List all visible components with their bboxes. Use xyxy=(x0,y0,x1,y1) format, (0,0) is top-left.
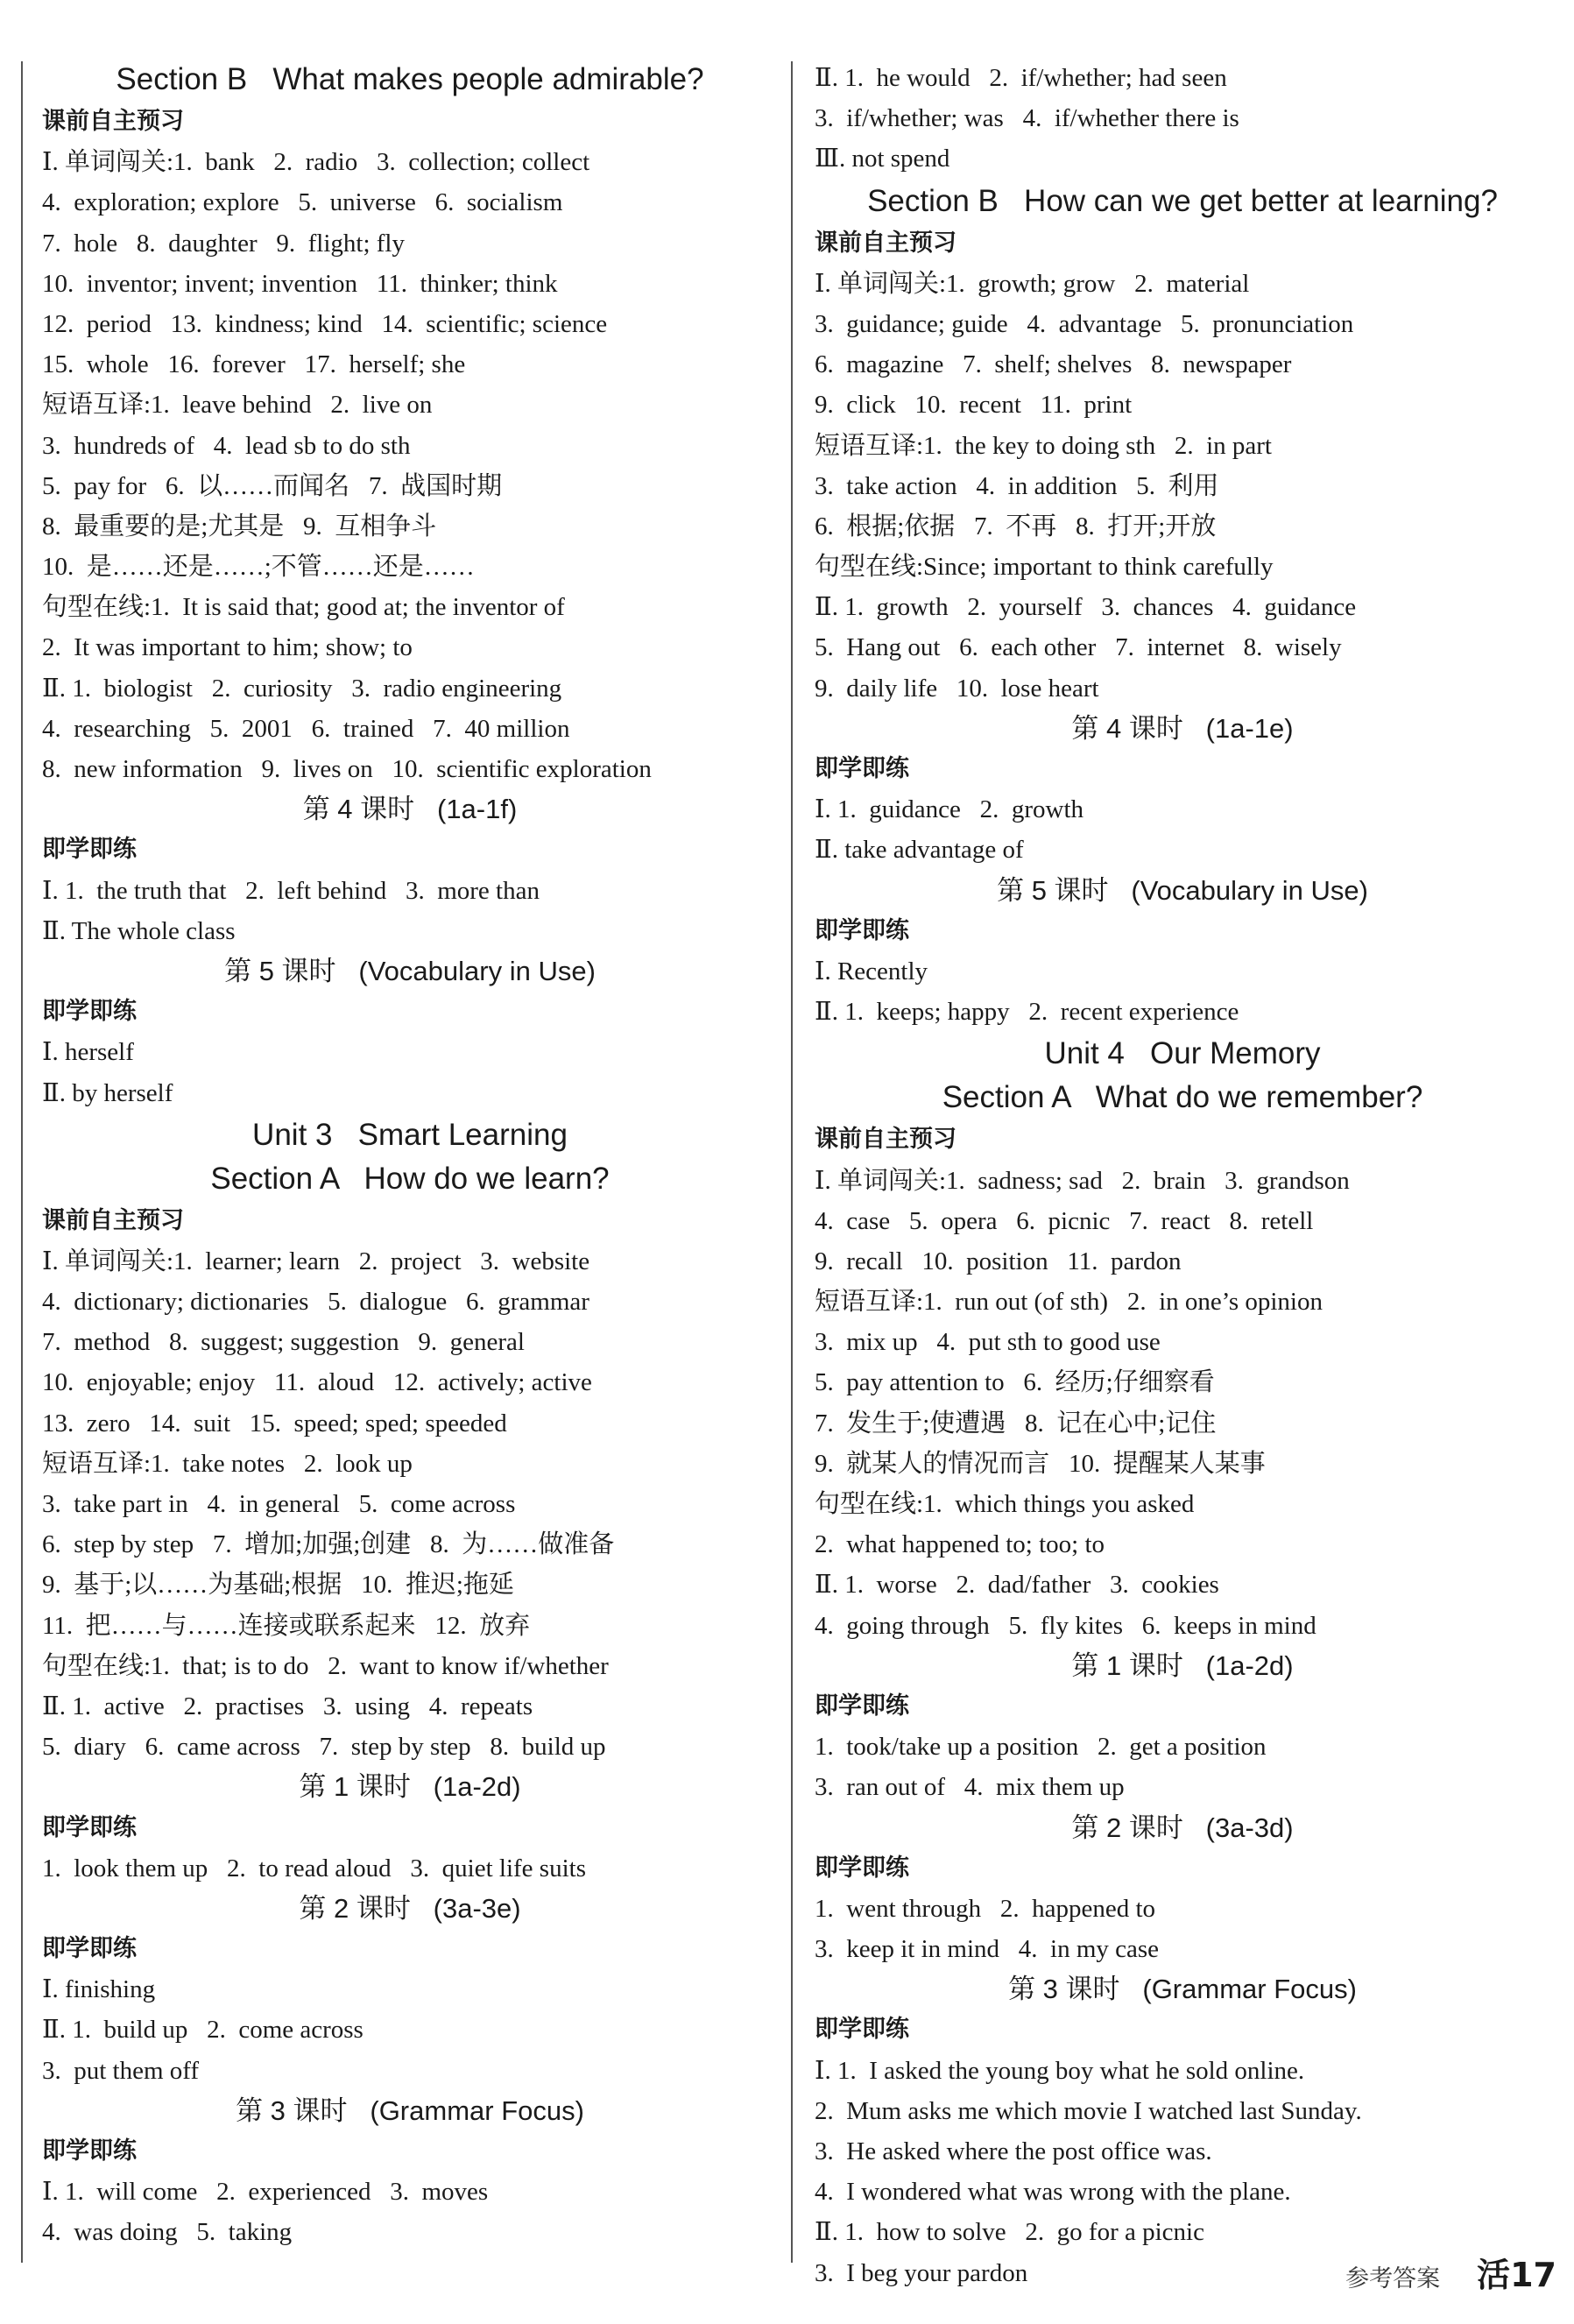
answer-line: Ⅰ. 单词闯关:1. sadness; sad 2. brain 3. grandson xyxy=(815,1166,1350,1195)
answer-line: 4. dictionary; dictionaries 5. dialogue 6. grammar xyxy=(42,1288,589,1317)
exercise-label: 即学即练 xyxy=(815,1854,909,1882)
section-heading: Unit 4 Our Memory xyxy=(1044,1036,1321,1071)
answer-line: Ⅰ. 1. will come 2. experienced 3. moves xyxy=(42,2178,489,2207)
answer-line: Ⅱ. 1. biologist 2. curiosity 3. radio engineering xyxy=(42,674,562,703)
answer-line: 3. hundreds of 4. lead sb to do sth xyxy=(42,431,411,460)
answer-line: Ⅰ. 单词闯关:1. bank 2. radio 3. collection; collect xyxy=(42,148,590,177)
exercise-label: 即学即练 xyxy=(42,1813,137,1841)
answer-line: 9. daily life 10. lose heart xyxy=(815,674,1099,703)
exercise-label: 课前自主预习 xyxy=(42,1206,184,1234)
exercise-label: 课前自主预习 xyxy=(42,108,184,135)
exercise-label: 即学即练 xyxy=(815,2016,909,2044)
exercise-label: 即学即练 xyxy=(815,916,909,944)
answer-line: Ⅱ. 1. keeps; happy 2. recent experience xyxy=(815,998,1239,1027)
answer-line: 3. He asked where the post office was. xyxy=(815,2137,1212,2165)
answer-line: 13. zero 14. suit 15. speed; sped; speeded xyxy=(42,1409,507,1437)
answer-line: Ⅰ. 1. the truth that 2. left behind 3. more than xyxy=(42,876,540,905)
answer-line: 3. keep it in mind 4. in my case xyxy=(815,1935,1160,1964)
lesson-heading: 第 4 课时 (1a-1e) xyxy=(1071,712,1294,744)
answer-line: Ⅰ. herself xyxy=(42,1038,134,1067)
lesson-heading: 第 1 课时 (1a-2d) xyxy=(299,1771,521,1803)
lesson-heading: 第 3 课时 (Grammar Focus) xyxy=(1008,1974,1357,2005)
answer-line: 1. look them up 2. to read aloud 3. quiet life suits xyxy=(42,1854,586,1883)
answer-line: 3. guidance; guide 4. advantage 5. pronunciation xyxy=(815,309,1354,338)
exercise-label: 即学即练 xyxy=(42,1935,137,1963)
answer-line: 11. 把……与……连接或联系起来 12. 放弃 xyxy=(42,1611,531,1640)
left-margin-rule xyxy=(21,61,23,2263)
answer-line: 6. step by step 7. 增加;加强;创建 8. 为……做准备 xyxy=(42,1530,615,1559)
answer-line: 3. I beg your pardon xyxy=(815,2258,1028,2287)
answer-line: 4. going through 5. fly kites 6. keeps in mind xyxy=(815,1611,1316,1640)
answer-line: Ⅰ. 1. guidance 2. growth xyxy=(815,795,1084,824)
page-number: 活17 xyxy=(1477,2256,1556,2294)
answer-line: 句型在线:1. It is said that; good at; the inventor of xyxy=(42,593,565,622)
answer-line: 短语互译:1. take notes 2. look up xyxy=(42,1449,413,1478)
answer-line: 1. went through 2. happened to xyxy=(815,1894,1156,1923)
page-footer xyxy=(1345,2248,1556,2296)
answer-line: 短语互译:1. leave behind 2. live on xyxy=(42,391,433,420)
answer-line: 10. enjoyable; enjoy 11. aloud 12. actively; active xyxy=(42,1368,592,1397)
lesson-heading: 第 2 课时 (3a-3d) xyxy=(1071,1812,1294,1843)
answer-line: 10. 是……还是……;不管……还是…… xyxy=(42,553,475,582)
answer-line: 2. Mum asks me which movie I watched last Sunday. xyxy=(815,2096,1362,2125)
answer-line: Ⅱ. 1. he would 2. if/whether; had seen xyxy=(815,64,1227,92)
answer-line: 5. pay for 6. 以……而闻名 7. 战国时期 xyxy=(42,471,503,500)
answer-line: 3. if/whether; was 4. if/whether there is xyxy=(815,104,1239,133)
answer-line: 15. whole 16. forever 17. herself; she xyxy=(42,350,466,379)
section-heading: Section A What do we remember? xyxy=(942,1080,1423,1115)
answer-line: 7. hole 8. daughter 9. flight; fly xyxy=(42,229,405,258)
exercise-label: 课前自主预习 xyxy=(815,229,956,257)
exercise-label: 即学即练 xyxy=(42,998,137,1026)
answer-line: 5. diary 6. came across 7. step by step 8. build up xyxy=(42,1733,606,1762)
answer-line: Ⅱ. 1. growth 2. yourself 3. chances 4. guidance xyxy=(815,593,1357,622)
answer-line: Ⅲ. not spend xyxy=(815,145,950,173)
section-heading: Section B What makes people admirable? xyxy=(116,62,704,96)
answer-line: 3. take action 4. in addition 5. 利用 xyxy=(815,471,1219,500)
section-heading: Section B How can we get better at learning? xyxy=(867,183,1498,218)
section-heading: Unit 3 Smart Learning xyxy=(252,1117,568,1152)
answer-line: 4. was doing 5. taking xyxy=(42,2218,293,2247)
exercise-label: 课前自主预习 xyxy=(815,1126,956,1154)
exercise-label: 即学即练 xyxy=(815,755,909,782)
answer-line: Ⅰ. 单词闯关:1. growth; grow 2. material xyxy=(815,269,1250,298)
answer-line: Ⅱ. by herself xyxy=(42,1078,173,1107)
answer-line: 6. 根据;依据 7. 不再 8. 打开;开放 xyxy=(815,512,1217,540)
footer-label: 参考答案 xyxy=(1345,2265,1441,2292)
lesson-heading: 第 5 课时 (Vocabulary in Use) xyxy=(997,874,1368,906)
answer-line: 1. took/take up a position 2. get a position xyxy=(815,1733,1267,1762)
answer-line: 3. take part in 4. in general 5. come across xyxy=(42,1490,516,1518)
answer-line: Ⅰ. 1. I asked the young boy what he sold online. xyxy=(815,2056,1305,2085)
answer-line: Ⅰ. Recently xyxy=(815,957,928,985)
answer-line: 6. magazine 7. shelf; shelves 8. newspaper xyxy=(815,350,1292,379)
answer-line: 8. 最重要的是;尤其是 9. 互相争斗 xyxy=(42,512,437,540)
exercise-label: 即学即练 xyxy=(42,2137,137,2165)
answer-line: 8. new information 9. lives on 10. scientific exploration xyxy=(42,755,652,783)
answer-line: Ⅱ. 1. how to solve 2. go for a picnic xyxy=(815,2218,1204,2247)
answer-line: 3. mix up 4. put sth to good use xyxy=(815,1328,1161,1357)
exercise-label: 即学即练 xyxy=(815,1692,909,1720)
answer-line: Ⅱ. 1. worse 2. dad/father 3. cookies xyxy=(815,1571,1219,1600)
left-column xyxy=(42,58,778,2253)
answer-line: 5. pay attention to 6. 经历;仔细察看 xyxy=(815,1368,1215,1397)
answer-line: 句型在线:1. that; is to do 2. want to know if/whether xyxy=(42,1651,609,1680)
right-column xyxy=(815,58,1550,2293)
answer-line: 10. inventor; invent; invention 11. thinker; think xyxy=(42,269,558,298)
lesson-heading: 第 4 课时 (1a-1f) xyxy=(302,794,518,825)
answer-line: 7. method 8. suggest; suggestion 9. general xyxy=(42,1328,525,1357)
exercise-label: 即学即练 xyxy=(42,836,137,864)
answer-line: 3. ran out of 4. mix them up xyxy=(815,1773,1125,1802)
answer-line: 9. recall 10. position 11. pardon xyxy=(815,1247,1182,1275)
answer-line: 4. case 5. opera 6. picnic 7. react 8. retell xyxy=(815,1206,1314,1235)
answer-line: 4. exploration; explore 5. universe 6. socialism xyxy=(42,188,563,217)
answer-line: 短语互译:1. run out (of sth) 2. in one’s opinion xyxy=(815,1288,1323,1317)
answer-line: 9. 基于;以……为基础;根据 10. 推迟;拖延 xyxy=(42,1571,514,1600)
lesson-heading: 第 1 课时 (1a-2d) xyxy=(1071,1649,1294,1681)
lesson-heading: 第 2 课时 (3a-3e) xyxy=(299,1892,521,1924)
answer-line: Ⅱ. 1. active 2. practises 3. using 4. repeats xyxy=(42,1692,533,1720)
lesson-heading: 第 5 课时 (Vocabulary in Use) xyxy=(224,955,596,986)
section-heading: Section A How do we learn? xyxy=(210,1161,610,1196)
answer-line: Ⅱ. 1. build up 2. come across xyxy=(42,2016,364,2045)
answer-line: Ⅰ. finishing xyxy=(42,1975,156,2004)
answer-line: 3. put them off xyxy=(42,2056,200,2085)
answer-line: 7. 发生于;使遭遇 8. 记在心中;记住 xyxy=(815,1409,1217,1437)
column-divider xyxy=(791,61,793,2263)
answer-line: 9. click 10. recent 11. print xyxy=(815,391,1133,420)
answer-line: 句型在线:1. which things you asked xyxy=(815,1490,1195,1518)
answer-line: 短语互译:1. the key to doing sth 2. in part xyxy=(815,431,1272,460)
answer-line: 2. It was important to him; show; to xyxy=(42,633,413,662)
answer-line: 2. what happened to; too; to xyxy=(815,1530,1105,1559)
answer-line: 4. researching 5. 2001 6. trained 7. 40 million xyxy=(42,714,570,743)
answer-line: 句型在线:Since; important to think carefully xyxy=(815,553,1274,582)
answer-line: 5. Hang out 6. each other 7. internet 8. wisely xyxy=(815,633,1342,662)
answer-line: Ⅱ. The whole class xyxy=(42,916,236,945)
answer-line: 12. period 13. kindness; kind 14. scientific; science xyxy=(42,309,608,338)
answer-line: 4. I wondered what was wrong with the plane. xyxy=(815,2178,1291,2207)
answer-line: Ⅱ. take advantage of xyxy=(815,836,1024,865)
answer-line: 9. 就某人的情况而言 10. 提醒某人某事 xyxy=(815,1449,1266,1478)
answer-line: Ⅰ. 单词闯关:1. learner; learn 2. project 3. website xyxy=(42,1247,590,1275)
lesson-heading: 第 3 课时 (Grammar Focus) xyxy=(236,2094,584,2126)
